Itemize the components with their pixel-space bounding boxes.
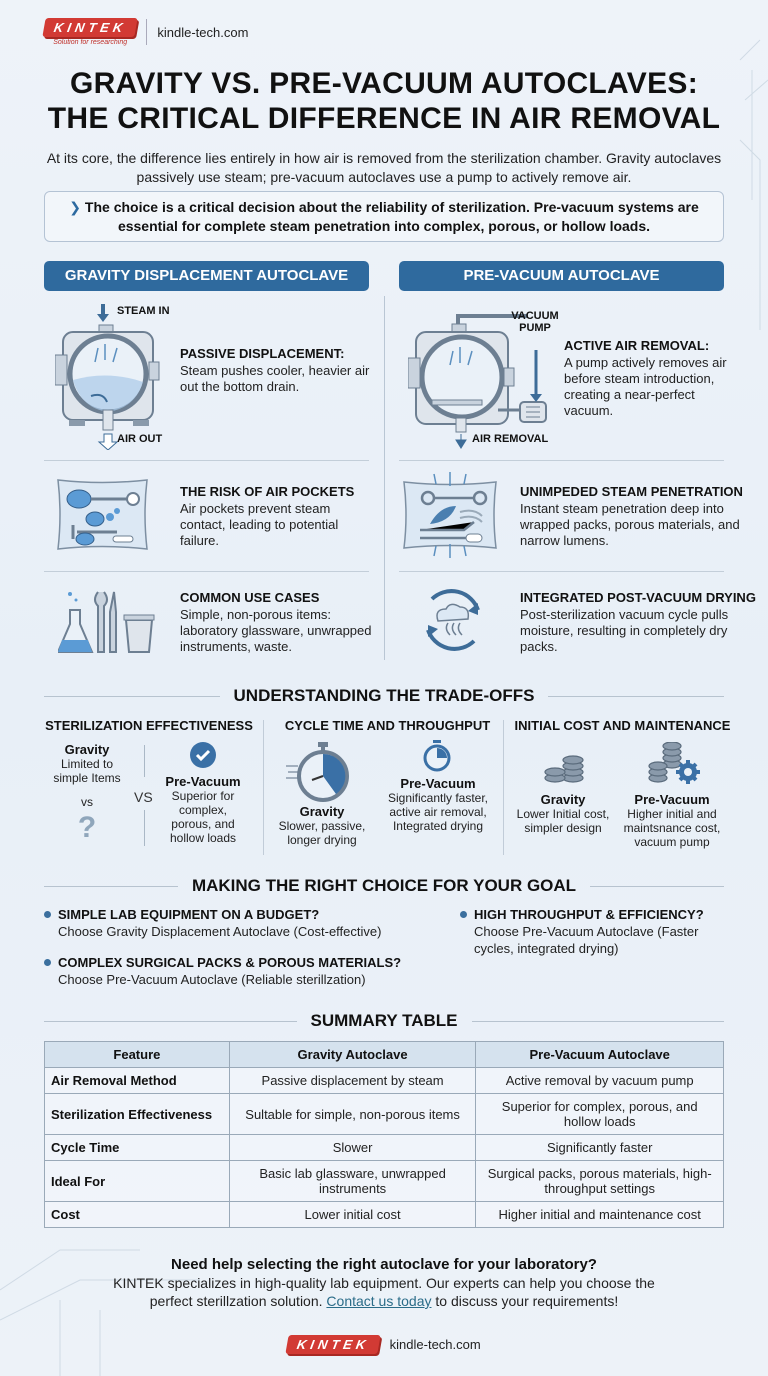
logo-tagline: Solution for researching <box>53 39 128 46</box>
choice-answer: Choose Gravity Displacement Autoclave (Cost-effective) <box>58 924 382 939</box>
drying-cycle-icon <box>418 585 488 655</box>
block-title: UNIMPEDED STEAM PENETRATION <box>520 484 743 499</box>
table-cell: Sterilization Effectiveness <box>45 1094 230 1135</box>
title-line-1: GRAVITY VS. PRE-VACUUM AUTOCLAVES: <box>69 67 699 100</box>
cta-heading: Need help selecting the right autoclave for your laboratory? <box>171 1256 597 1273</box>
choice-item <box>460 906 724 957</box>
column-header: Pre-Vacuum Autoclave <box>476 1042 724 1068</box>
cta-section <box>0 1255 768 1310</box>
choice-item <box>44 954 464 988</box>
option-name: Pre-Vacuum <box>400 776 476 791</box>
heading-rule <box>44 886 178 887</box>
heading-rule <box>472 1021 725 1022</box>
steam-penetration-block <box>520 484 750 549</box>
prevac-column-heading: PRE-VACUUM AUTOCLAVE <box>399 261 724 291</box>
divider <box>44 571 369 572</box>
air-pockets-block <box>180 484 370 549</box>
footer-logo[interactable]: KINTEK <box>286 1335 382 1354</box>
block-title: COMMON USE CASES <box>180 590 320 605</box>
footer-url[interactable]: kindle-tech.com <box>389 1337 481 1352</box>
kintek-logo[interactable] <box>44 18 136 46</box>
choice-answer: Choose Pre-Vacuum Autoclave (Reliable sterillzation) <box>58 972 366 987</box>
table-cell: Superior for complex, porous, and hollow loads <box>476 1094 724 1135</box>
cta-line-1: KINTEK specializes in high-quality lab equipment. Our experts can help you choose the <box>113 1275 655 1291</box>
table-cell: Surgical packs, porous materials, high-throughput settings <box>476 1161 724 1202</box>
option-desc: Slower, passive, longer drying <box>278 819 366 847</box>
block-desc: Air pockets prevent steam contact, leading to potential failure. <box>180 501 339 548</box>
footer <box>0 1335 768 1354</box>
air-removal-label: AIR REMOVAL <box>472 433 549 445</box>
table-cell: Passive displacement by steam <box>229 1068 476 1094</box>
table-row <box>45 1094 724 1135</box>
block-desc: Instant steam penetration deep into wrapped packs, porous materials, and narrow lumens. <box>520 501 740 548</box>
column-header: Gravity Autoclave <box>229 1042 476 1068</box>
block-desc: Post-sterilization vacuum cycle pulls moisture, resulting in completely dry packs. <box>520 607 729 654</box>
choice-question: SIMPLE LAB EQUIPMENT ON A BUDGET? <box>58 907 320 922</box>
tradeoff-sterilization <box>44 718 254 733</box>
choice-question: HIGH THROUGHPUT & EFFICIENCY? <box>474 907 704 922</box>
autoclave-chamber-icon <box>55 300 170 450</box>
vs-divider <box>144 810 145 846</box>
column-divider <box>384 296 385 660</box>
cta-text-pre: perfect sterillzation solution. <box>149 1293 323 1309</box>
title-line-2: THE CRITICAL DIFFERENCE IN AIR REMOVAL <box>47 102 721 135</box>
active-air-removal-block <box>564 338 734 419</box>
table-row <box>45 1161 724 1202</box>
heading-rule <box>44 1021 297 1022</box>
tradeoff-title: CYCLE TIME AND THROUGHPUT <box>284 718 491 733</box>
choice-item <box>44 906 444 940</box>
option-name: Gravity <box>540 792 586 807</box>
stopwatch-slow-icon <box>284 742 350 804</box>
gravity-column-heading: GRAVITY DISPLACEMENT AUTOCLAVE <box>44 261 369 291</box>
table-cell: Lower initial cost <box>229 1202 476 1228</box>
tradeoffs-title: UNDERSTANDING THE TRADE-OFFS <box>233 686 535 705</box>
block-desc: A pump actively removes air before steam introduction, creating a near-perfect vacuum. <box>564 355 727 418</box>
coins-gear-icon <box>648 742 702 786</box>
option-name: Gravity <box>299 804 345 819</box>
tradeoff-divider <box>263 720 264 855</box>
callout-text: The choice is a critical decision about the reliability of sterilization. Pre-vacuum systems are essential for complete steam penetration into complex, porous, or hollow loads. <box>84 199 699 234</box>
post-vacuum-drying-block <box>520 590 760 655</box>
vs-divider <box>144 745 145 777</box>
air-pockets-pack-icon <box>55 477 150 552</box>
tradeoff-cost <box>510 718 735 733</box>
chevron-right-icon: ❯ <box>69 199 81 215</box>
divider <box>44 460 369 461</box>
cta-text-post: to discuss your requirements! <box>435 1293 619 1309</box>
sterilization-prevac <box>158 742 248 845</box>
choices-title: MAKING THE RIGHT CHOICE FOR YOUR GOAL <box>191 876 577 895</box>
tradeoff-divider <box>503 720 504 855</box>
table-cell: Slower <box>229 1135 476 1161</box>
option-desc: Lower Initial cost, simpler design <box>516 807 610 835</box>
cycle-gravity <box>272 804 372 847</box>
summary-title: SUMMARY TABLE <box>310 1011 458 1030</box>
table-row <box>45 1135 724 1161</box>
table-cell: Cost <box>45 1202 230 1228</box>
table-cell: Air Removal Method <box>45 1068 230 1094</box>
tradeoff-title: STERILIZATION EFFECTIVENESS <box>45 718 253 733</box>
header-divider <box>146 19 147 45</box>
intro-text: At its core, the difference lies entirely in how air is removed from the sterilization chamber. Gravity autoclaves passively use steam; pre-vacuum autoclaves use a pump to actively remove air. <box>46 150 722 185</box>
option-name: Pre-Vacuum <box>634 792 710 807</box>
table-cell: Active removal by vacuum pump <box>476 1068 724 1094</box>
stopwatch-fast-icon <box>422 740 452 772</box>
question-mark-icon: ? <box>77 811 97 844</box>
cycle-prevac <box>380 776 496 833</box>
option-desc: Higher initial and maintsnance cost, vacuum pump <box>623 807 721 849</box>
column-header: Feature <box>45 1042 230 1068</box>
divider <box>399 460 724 461</box>
block-title: PASSIVE DISPLACEMENT: <box>180 346 345 361</box>
page-title <box>0 66 768 136</box>
bullet-icon <box>460 911 467 918</box>
table-cell: Significantly faster <box>476 1135 724 1161</box>
choice-answer: Choose Pre-Vacuum Autoclave (Faster cycles, integrated drying) <box>474 924 699 956</box>
passive-displacement-block <box>180 346 370 395</box>
tradeoffs-heading <box>44 686 724 706</box>
table-cell: Cycle Time <box>45 1135 230 1161</box>
logo-text: KINTEK <box>42 18 138 37</box>
bullet-icon <box>44 911 51 918</box>
table-header-row <box>45 1042 724 1068</box>
block-desc: Steam pushes cooler, heavier air out the bottom drain. <box>180 363 370 394</box>
option-desc: Superior for complex, porous, and hollow loads <box>169 789 237 845</box>
block-title: INTEGRATED POST-VACUUM DRYING <box>520 590 756 605</box>
steam-in-label: STEAM IN <box>117 305 170 317</box>
vs-text: vs <box>81 795 93 809</box>
option-desc: Significantly faster, active air removal, Integrated drying <box>387 791 489 833</box>
coins-icon <box>543 752 585 784</box>
contact-us-link[interactable]: Contact us today <box>326 1293 432 1309</box>
table-cell: Basic lab glassware, unwrapped instruments <box>229 1161 476 1202</box>
air-out-label: AIR OUT <box>117 433 163 445</box>
block-title: ACTIVE AIR REMOVAL: <box>564 338 710 353</box>
cost-gravity <box>510 792 616 835</box>
common-use-cases-block <box>180 590 380 655</box>
tradeoff-cycle-time <box>270 718 505 733</box>
check-circle-icon <box>190 742 216 768</box>
bullet-icon <box>44 959 51 966</box>
choices-heading <box>44 876 724 896</box>
choice-question: COMPLEX SURGICAL PACKS & POROUS MATERIALS? <box>58 955 402 970</box>
option-desc: Limited to simple Items <box>53 757 121 785</box>
sterilization-gravity <box>44 742 130 845</box>
header <box>44 18 248 46</box>
block-desc: Simple, non-porous items: laboratory glassware, unwrapped instruments, waste. <box>180 607 372 654</box>
table-row <box>45 1202 724 1228</box>
option-name: Pre-Vacuum <box>165 774 241 789</box>
key-callout <box>44 191 724 242</box>
table-cell: Ideal For <box>45 1161 230 1202</box>
heading-rule <box>44 696 220 697</box>
option-name: Gravity <box>64 742 110 757</box>
table-cell: Sultable for simple, non-porous items <box>229 1094 476 1135</box>
divider <box>399 571 724 572</box>
table-cell: Higher initial and maintenance cost <box>476 1202 724 1228</box>
heading-rule <box>548 696 724 697</box>
vs-label: VS <box>134 789 153 805</box>
summary-heading <box>44 1011 724 1031</box>
block-title: THE RISK OF AIR POCKETS <box>180 484 355 499</box>
summary-table <box>44 1041 724 1228</box>
table-row <box>45 1068 724 1094</box>
cta-line-2 <box>0 1292 768 1310</box>
tradeoff-title: INITIAL COST AND MAINTENANCE <box>514 718 731 733</box>
cost-prevac <box>616 792 728 849</box>
lab-items-icon <box>58 588 158 656</box>
vacuum-pump-label: VACUUM PUMP <box>511 310 559 334</box>
header-url[interactable]: kindle-tech.com <box>157 24 249 40</box>
heading-rule <box>590 886 724 887</box>
steam-penetration-pack-icon <box>400 470 500 560</box>
